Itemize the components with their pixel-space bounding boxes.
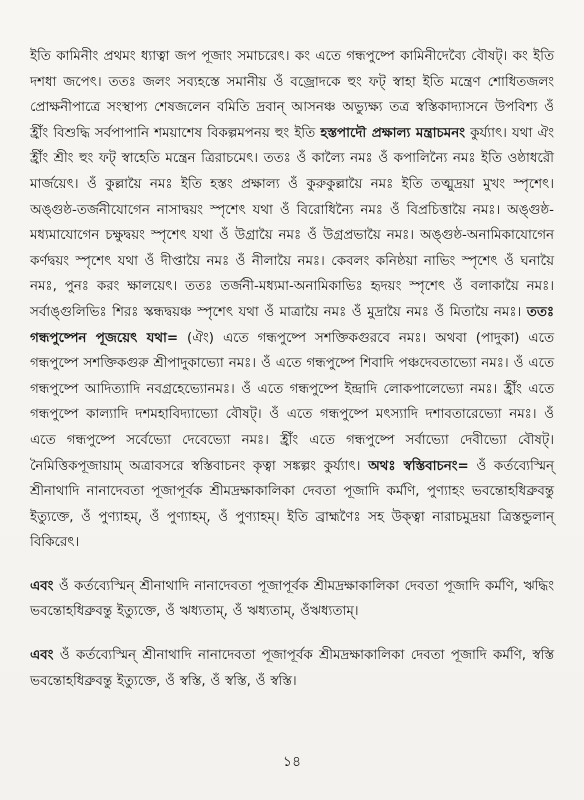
heading-gandhapushpa-puja: ততঃ গন্ধপুষ্পেন পূজয়েৎ যথা= <box>30 304 554 346</box>
heading-mantra-achamana: হস্তপাদৌ প্রক্ষাল্য মন্ত্রাচমনং <box>320 125 465 141</box>
paragraph-2-segment: ওঁ কর্তব্যেস্মিন্ শ্রীনাথাদি নানাদেবতা পূজাপূর্বক শ্রীমদ্রক্ষাকালিকা দেবতা পূজাদি কর্মণি, ঋদ্ধিং ভবন্তোহধিব্রুবন্তু ইত্যুক্তে, ওঁ ঋধ্যতাম্, ওঁ ঋধ্যতাম্, ওঁঋধ্যতাম্। <box>30 578 554 620</box>
paragraph-1-segment: (ঐং) এতে গন্ধপুষ্পে সশক্তিকগুরবে নমঃ। অথবা (পাদুকা) এতে গন্ধপুষ্পে সশক্তিকগুরু শ্রীপাদুকাভ্যো নমঃ। ওঁ এতে গন্ধপুষ্পে শিবাদি পঞ্চদেবতাভ্যো নমঃ। ওঁ এতে গন্ধপুষ্পে আদিত্যাদি নবগ্রহেভ্যোনমঃ। ওঁ এতে গন্ধপুষ্পে ইন্দ্রাদি লোকপালেভ্যো নমঃ। হ্রীঁং এতে গন্ধপুষ্পে কাল্যাদি দশমহাবিদ্যাভ্যো বৌষট্। ওঁ এতে গন্ধপুষ্পে মৎস্যাদি দশাবতারেভ্যো নমঃ। ওঁ এতে গন্ধপুষ্পে সর্বেভ্যো দেবেভ্যো নমঃ। হ্রীঁং এতে গন্ধপুষ্পে সর্বাভ্যো দেবীভ্যো বৌষট্। নৈমিত্তিকপূজায়াম্ অত্রাবসরে স্বস্তিবাচনং কৃত্বা সঙ্কল্পং কুর্য্যাৎ। <box>30 330 554 474</box>
page-number: ১৪ <box>282 754 302 770</box>
evam-label: এবং <box>30 578 54 594</box>
paragraph-1-segment: কুর্য্যাৎ। যথা ঐং হ্রীঁং শ্রীং হুং ফট্ স্বাহেতি মন্ত্রেন ত্রিরাচমেৎ। ততঃ ওঁ কাল্যৈ নমঃ ওঁ কপালিন্যৈ নমঃ ইতি ওষ্ঠাধরৌ মার্জয়েৎ। ওঁ কুল্লায়ৈ নমঃ ইতি হস্তং প্রক্ষাল্য ওঁ কুরুকুল্লায়ৈ নমঃ ইতি তত্মুদ্রয়া মুখং স্পৃশেৎ। অঙ্গুষ্ঠ-তর্জনীযোগেন নাসাদ্বয়ং স্পৃশেৎ যথা ওঁ বিরোধিন্যৈ নমঃ ওঁ বিপ্রচিত্তায়ৈ নমঃ। অঙ্গুষ্ঠ-মধ্যমাযোগেন চক্ষুদ্বয়ং স্পৃশেৎ যথা ওঁ উগ্রায়ৈ নমঃ ওঁ উগ্রপ্রভায়ৈ নমঃ। অঙ্গুষ্ঠ-অনামিকাযোগেন কর্ণদ্বয়ং স্পৃশেৎ যথা ওঁ দীপ্তায়ৈ নমঃ ওঁ নীলায়ৈ নমঃ। কেবলং কনিষ্ঠয়া নাভিং স্পৃশেৎ ওঁ ঘনায়ৈ নমঃ, পুনঃ করং ক্ষালয়েৎ। ততঃ তর্জনী-মধ্যমা-অনামিকাভিঃ হৃদয়ং স্পৃশেৎ ওঁ বলাকায়ৈ নমঃ। সর্বাঙ্গুলিভিঃ শিরঃ স্কন্ধদ্বয়ঞ্চ স্পৃশেৎ যথা ওঁ মাত্রায়ৈ নমঃ ওঁ মুদ্রায়ৈ নমঃ ওঁ মিতায়ৈ নমঃ। <box>30 125 554 320</box>
paragraph-1-segment: ইতি কামিনীং প্রথমং ধ্যাত্বা জপ পূজাং সমাচরেৎ। কং এতে গন্ধপুষ্পে কামিনীদেব্যৈ বৌষট্। কং ইতি দশধা জপেৎ। ততঃ জলং সব্যহস্তে সমানীয় ওঁ বজ্রোদকে হুং ফট্ স্বাহা ইতি মন্ত্রেণ শোধিতজলং প্রোক্ষনীপাত্রে সংস্থাপ্য শেষজলেন বমিতি দ্রবান্ আসনঞ্চ অভ্যুক্ষ্য তত্র স্বস্তিকাদ্যাসনে উপবিশ্য ওঁ হ্রীঁং বিশুদ্ধি সর্বপাপানি শময়াশেষ বিকল্পমপনয় হুং ইতি <box>30 49 554 141</box>
evam-label: এবং <box>30 648 54 664</box>
heading-swastivachana: অথঃ স্বস্তিবাচনং= <box>368 458 469 474</box>
paragraph-1 <box>30 44 554 556</box>
paragraph-3-segment: ওঁ কর্তব্যেস্মিন্ শ্রীনাথাদি নানাদেবতা পূজাপূর্বক শ্রীমদ্রক্ষাকালিকা দেবতা পূজাদি কর্মণি, স্বস্তি ভবন্তোহধিব্রুবন্তু ইত্যুক্তে, ওঁ স্বস্তি, ওঁ স্বস্তি, ওঁ স্বস্তি। <box>30 648 554 689</box>
paragraph-2 <box>30 574 554 625</box>
paragraph-3 <box>30 643 554 694</box>
page-body <box>30 44 554 694</box>
paragraph-1-segment: ওঁ কর্তব্যেস্মিন্ শ্রীনাথাদি নানাদেবতা পূজাপূর্বক শ্রীমদ্রক্ষাকালিকা দেবতা পূজাদি কর্মণি, পুণ্যাহং ভবন্তোহধিব্রুবন্তু ইত্যুক্তে, ওঁ পুণ্যাহম্, ওঁ পুণ্যাহম্, ওঁ পুণ্যাহম্। ইতি ব্রাহ্মণৈঃ সহ উক্ত্বা নারাচমুদ্রয়া ত্রিস্তন্ডুলান্ বিকিরেৎ। <box>30 458 554 551</box>
